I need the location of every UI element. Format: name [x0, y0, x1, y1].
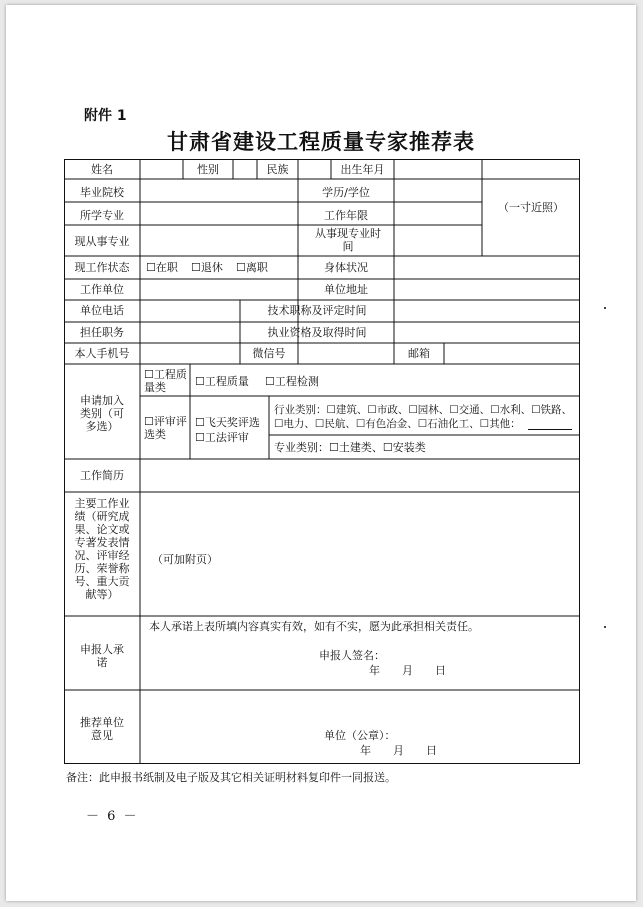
form-title: 甘肃省建设工程质量专家推荐表 — [167, 129, 475, 154]
label-qualification: 执业资格及取得时间 — [267, 326, 367, 339]
status-option-employed[interactable]: ☐在职 — [146, 261, 178, 274]
label-work-status: 现工作状态 — [74, 261, 130, 274]
option-review-class[interactable]: ☐评审评选类 — [144, 415, 187, 441]
label-mobile: 本人手机号 — [74, 347, 130, 360]
industry-row-1: 行业类别：☐建筑、☐市政、☐园林、☐交通、☐水利、☐铁路、 — [274, 404, 572, 416]
status-option-retired[interactable]: ☐退休 — [191, 261, 223, 274]
label-wechat: 微信号 — [252, 347, 286, 360]
label-name: 姓名 — [91, 163, 113, 176]
label-major: 所学专业 — [80, 209, 124, 222]
status-option-resigned[interactable]: ☐离职 — [236, 261, 268, 274]
recommendation-date: 年 月 日 — [360, 744, 437, 757]
label-school: 毕业院校 — [80, 186, 124, 199]
option-engineering-testing[interactable]: ☐工程检测 — [265, 375, 319, 388]
label-current-major: 现从事专业 — [74, 235, 130, 248]
industry-row-2: ☐电力、☐民航、☐有色冶金、☐石油化工、☐其他： — [274, 418, 521, 430]
option-engineering-quality[interactable]: ☐工程质量 — [195, 375, 249, 388]
option-feitian-award[interactable]: ☐飞天奖评选 — [195, 416, 260, 429]
page-number: － 6 － — [86, 809, 139, 824]
signature-label: 申报人签名： — [319, 649, 385, 662]
other-industry-blank[interactable] — [528, 429, 572, 430]
photo-placeholder: （一寸近照） — [498, 201, 564, 214]
margin-mark — [604, 626, 606, 628]
label-education: 学历/学位 — [322, 186, 370, 199]
label-resume: 工作简历 — [80, 469, 124, 482]
label-position: 担任职务 — [80, 326, 124, 339]
seal-label: 单位（公章）： — [324, 729, 396, 742]
document-page — [6, 5, 636, 901]
recommendation-form — [64, 159, 580, 764]
label-birth: 出生年月 — [340, 163, 385, 176]
label-commitment: 申报人承诺 — [80, 643, 124, 669]
label-work-years: 工作年限 — [324, 209, 368, 222]
specialty-row: 专业类别：☐土建类、☐安装类 — [274, 441, 426, 454]
label-tech-title: 技术职称及评定时间 — [267, 304, 367, 317]
label-category: 申请加入类别（可多选） — [80, 394, 124, 433]
achievements-note: （可加附页） — [152, 553, 218, 566]
commitment-date: 年 月 日 — [369, 664, 446, 677]
label-current-major-years: 从事现专业时间 — [315, 227, 381, 253]
label-achievements: 主要工作业绩（研究成果、论文或专著发表情况、评审经历、荣誉称号、重大贡献等） — [74, 497, 130, 601]
label-ethnicity: 民族 — [266, 163, 289, 176]
label-recommendation: 推荐单位意见 — [80, 716, 124, 742]
label-email: 邮箱 — [408, 347, 430, 360]
label-employer: 工作单位 — [80, 283, 124, 296]
label-health: 身体状况 — [324, 261, 368, 274]
label-gender: 性别 — [197, 163, 219, 176]
annex-label: 附件 1 — [84, 108, 127, 124]
label-employer-phone: 单位电话 — [80, 304, 124, 317]
margin-mark — [604, 307, 606, 309]
footnote: 备注：此申报书纸制及电子版及其它相关证明材料复印件一同报送。 — [66, 771, 396, 784]
option-method-review[interactable]: ☐工法评审 — [195, 431, 249, 444]
label-employer-address: 单位地址 — [324, 283, 368, 296]
option-quality-class[interactable]: ☐工程质量类 — [144, 368, 187, 394]
commitment-text: 本人承诺上表所填内容真实有效，如有不实，愿为此承担相关责任。 — [149, 620, 479, 633]
